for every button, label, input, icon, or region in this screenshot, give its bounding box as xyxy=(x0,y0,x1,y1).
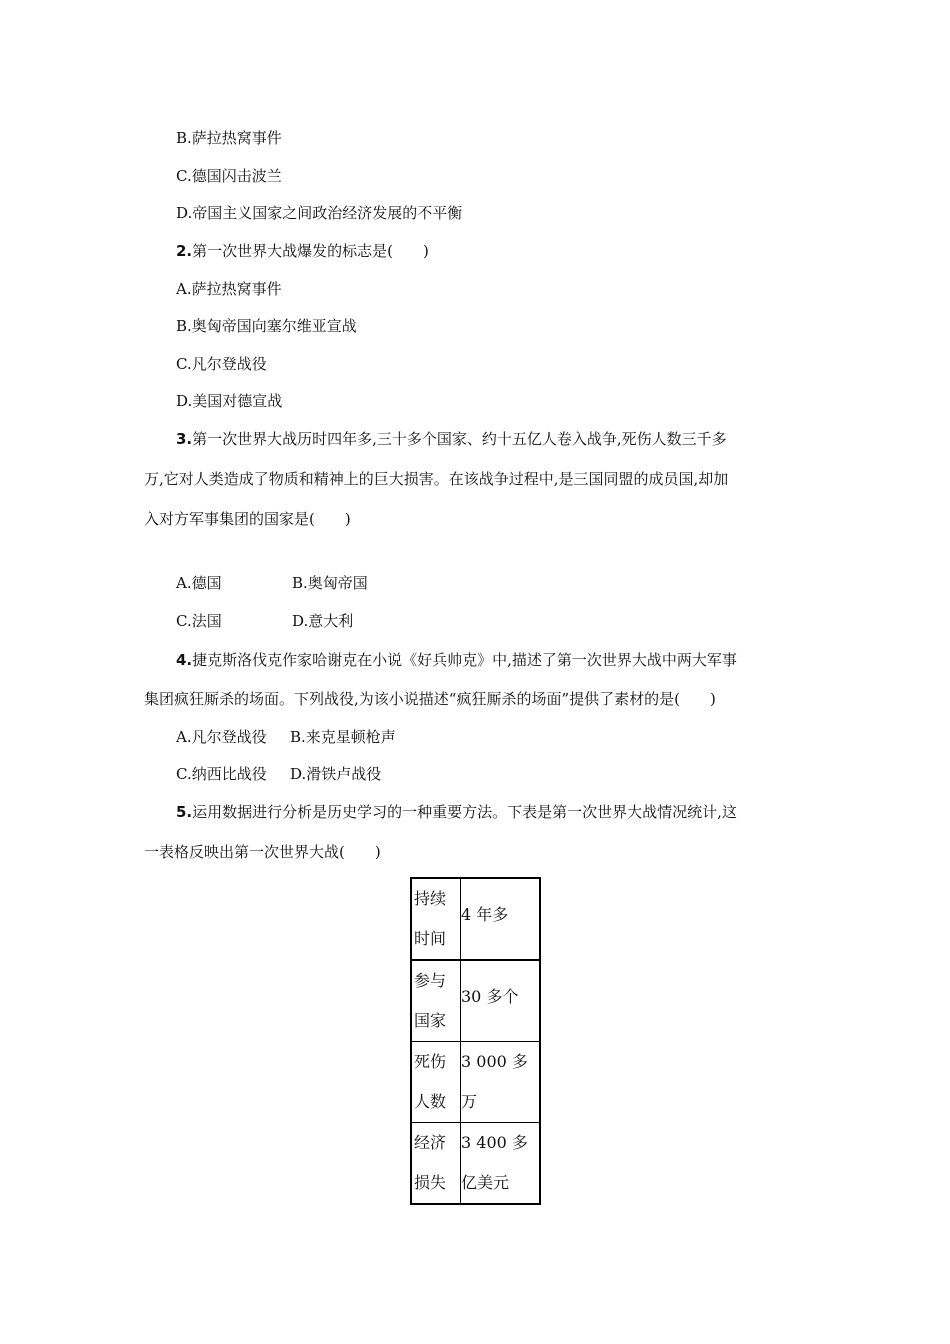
q4-option-b: B.来克星顿枪声 xyxy=(290,728,396,746)
table-row xyxy=(411,1123,540,1205)
q1-option-c: C.德国闪击波兰 xyxy=(176,167,282,185)
q3-option-c: C.法国 xyxy=(176,612,222,630)
q3-option-a: A.德国 xyxy=(176,574,222,592)
q3-options-row2 xyxy=(176,611,676,631)
q3-stem-line1 xyxy=(176,429,727,449)
q4-stem-line2: 集团疯狂厮杀的场面。下列战役,为该小说描述“疯狂厮杀的场面”提供了素材的是( ) xyxy=(144,690,716,708)
table-row xyxy=(411,878,540,960)
table-row xyxy=(411,960,540,1042)
ww1-statistics-table xyxy=(410,877,541,1205)
q1-option-d: D.帝国主义国家之间政治经济发展的不平衡 xyxy=(176,204,463,222)
q2-option-d: D.美国对德宣战 xyxy=(176,392,283,410)
table-cell-key: 经济 损失 xyxy=(411,1123,461,1205)
q4-option-d: D.滑铁卢战役 xyxy=(290,765,382,783)
q5-stem-line1 xyxy=(176,802,737,822)
q1-option-b: B.萨拉热窝事件 xyxy=(176,129,282,147)
table-cell-key: 死伤 人数 xyxy=(411,1042,461,1123)
q4-stem-text-1: 捷克斯洛伐克作家哈谢克在小说《好兵帅克》中,描述了第一次世界大战中两大军事 xyxy=(192,651,737,669)
q5-stem-text-1: 运用数据进行分析是历史学习的一种重要方法。下表是第一次世界大战情况统计,这 xyxy=(192,803,737,821)
q2-stem xyxy=(176,241,429,261)
table-cell-value: 3 400 多 亿美元 xyxy=(461,1123,541,1205)
q2-stem-text: 第一次世界大战爆发的标志是( ) xyxy=(192,242,429,260)
q2-number: 2. xyxy=(176,242,193,260)
q4-options-row2 xyxy=(176,764,676,784)
table-cell-value: 3 000 多 万 xyxy=(461,1042,541,1123)
q4-number: 4. xyxy=(176,651,193,669)
table-row xyxy=(411,1042,540,1123)
table-cell-value: 4 年多 xyxy=(461,878,541,960)
q5-number: 5. xyxy=(176,803,193,821)
q2-option-c: C.凡尔登战役 xyxy=(176,355,267,373)
table-cell-value: 30 多个 xyxy=(461,960,541,1042)
q3-stem-line2: 万,它对人类造成了物质和精神上的巨大损害。在该战争过程中,是三国同盟的成员国,却加 xyxy=(144,470,729,488)
q4-options-row1 xyxy=(176,727,676,747)
q2-option-b: B.奥匈帝国向塞尔维亚宣战 xyxy=(176,317,357,335)
q4-option-c: C.纳西比战役 xyxy=(176,765,267,783)
q3-number: 3. xyxy=(176,430,193,448)
q4-option-a: A.凡尔登战役 xyxy=(176,728,267,746)
q3-stem-line3: 入对方军事集团的国家是( ) xyxy=(144,510,351,528)
table-cell-key: 持续 时间 xyxy=(411,878,461,960)
q3-stem-text-1: 第一次世界大战历时四年多,三十多个国家、约十五亿人卷入战争,死伤人数三千多 xyxy=(192,430,727,448)
table-cell-key: 参与 国家 xyxy=(411,960,461,1042)
q3-option-b: B.奥匈帝国 xyxy=(292,574,368,592)
q4-stem-line1 xyxy=(176,650,737,670)
q2-option-a: A.萨拉热窝事件 xyxy=(176,280,282,298)
q3-option-d: D.意大利 xyxy=(292,612,354,630)
q3-options-row1 xyxy=(176,573,676,593)
q5-stem-line2: 一表格反映出第一次世界大战( ) xyxy=(144,843,381,861)
